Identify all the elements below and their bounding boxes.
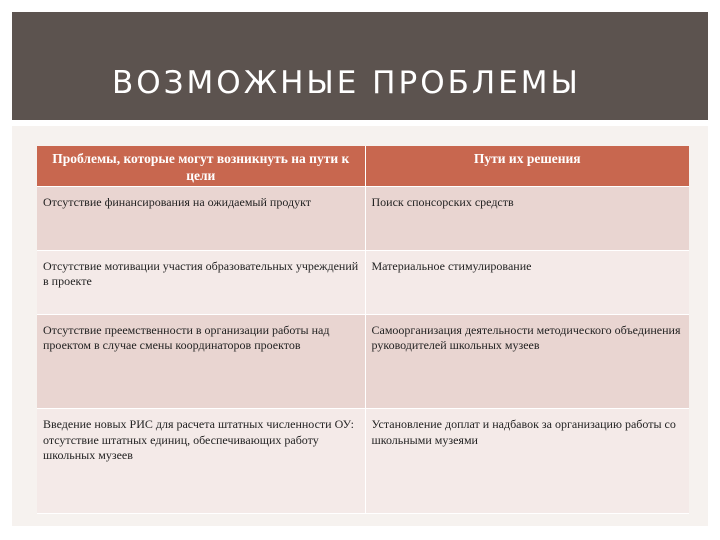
table-header-row — [37, 146, 689, 187]
header-problems: Проблемы, которые могут возникнуть на пути к цели — [37, 146, 365, 187]
title-bar — [12, 12, 708, 120]
table-row — [37, 314, 689, 409]
solution-cell: Материальное стимулирование — [365, 250, 689, 314]
table-row — [37, 250, 689, 314]
solution-cell: Поиск спонсорских средств — [365, 187, 689, 251]
table-row — [37, 187, 689, 251]
problem-cell: Отсутствие мотивации участия образовательных учреждений в проекте — [37, 250, 365, 314]
problem-cell: Введение новых РИС для расчета штатных численности ОУ: отсутствие штатных единиц, обеспечивающих работу школьных музеев — [37, 409, 365, 514]
problems-table — [37, 146, 689, 514]
table-row — [37, 409, 689, 514]
header-solutions: Пути их решения — [365, 146, 689, 187]
solution-cell: Установление доплат и надбавок за организацию работы со школьными музеями — [365, 409, 689, 514]
problem-cell: Отсутствие финансирования на ожидаемый продукт — [37, 187, 365, 251]
solution-cell: Самоорганизация деятельности методического объединения руководителей школьных музеев — [365, 314, 689, 409]
slide-title: ВОЗМОЖНЫЕ ПРОБЛЕМЫ — [112, 65, 581, 101]
problem-cell: Отсутствие преемственности в организации работы над проектом в случае смены координаторов проектов — [37, 314, 365, 409]
